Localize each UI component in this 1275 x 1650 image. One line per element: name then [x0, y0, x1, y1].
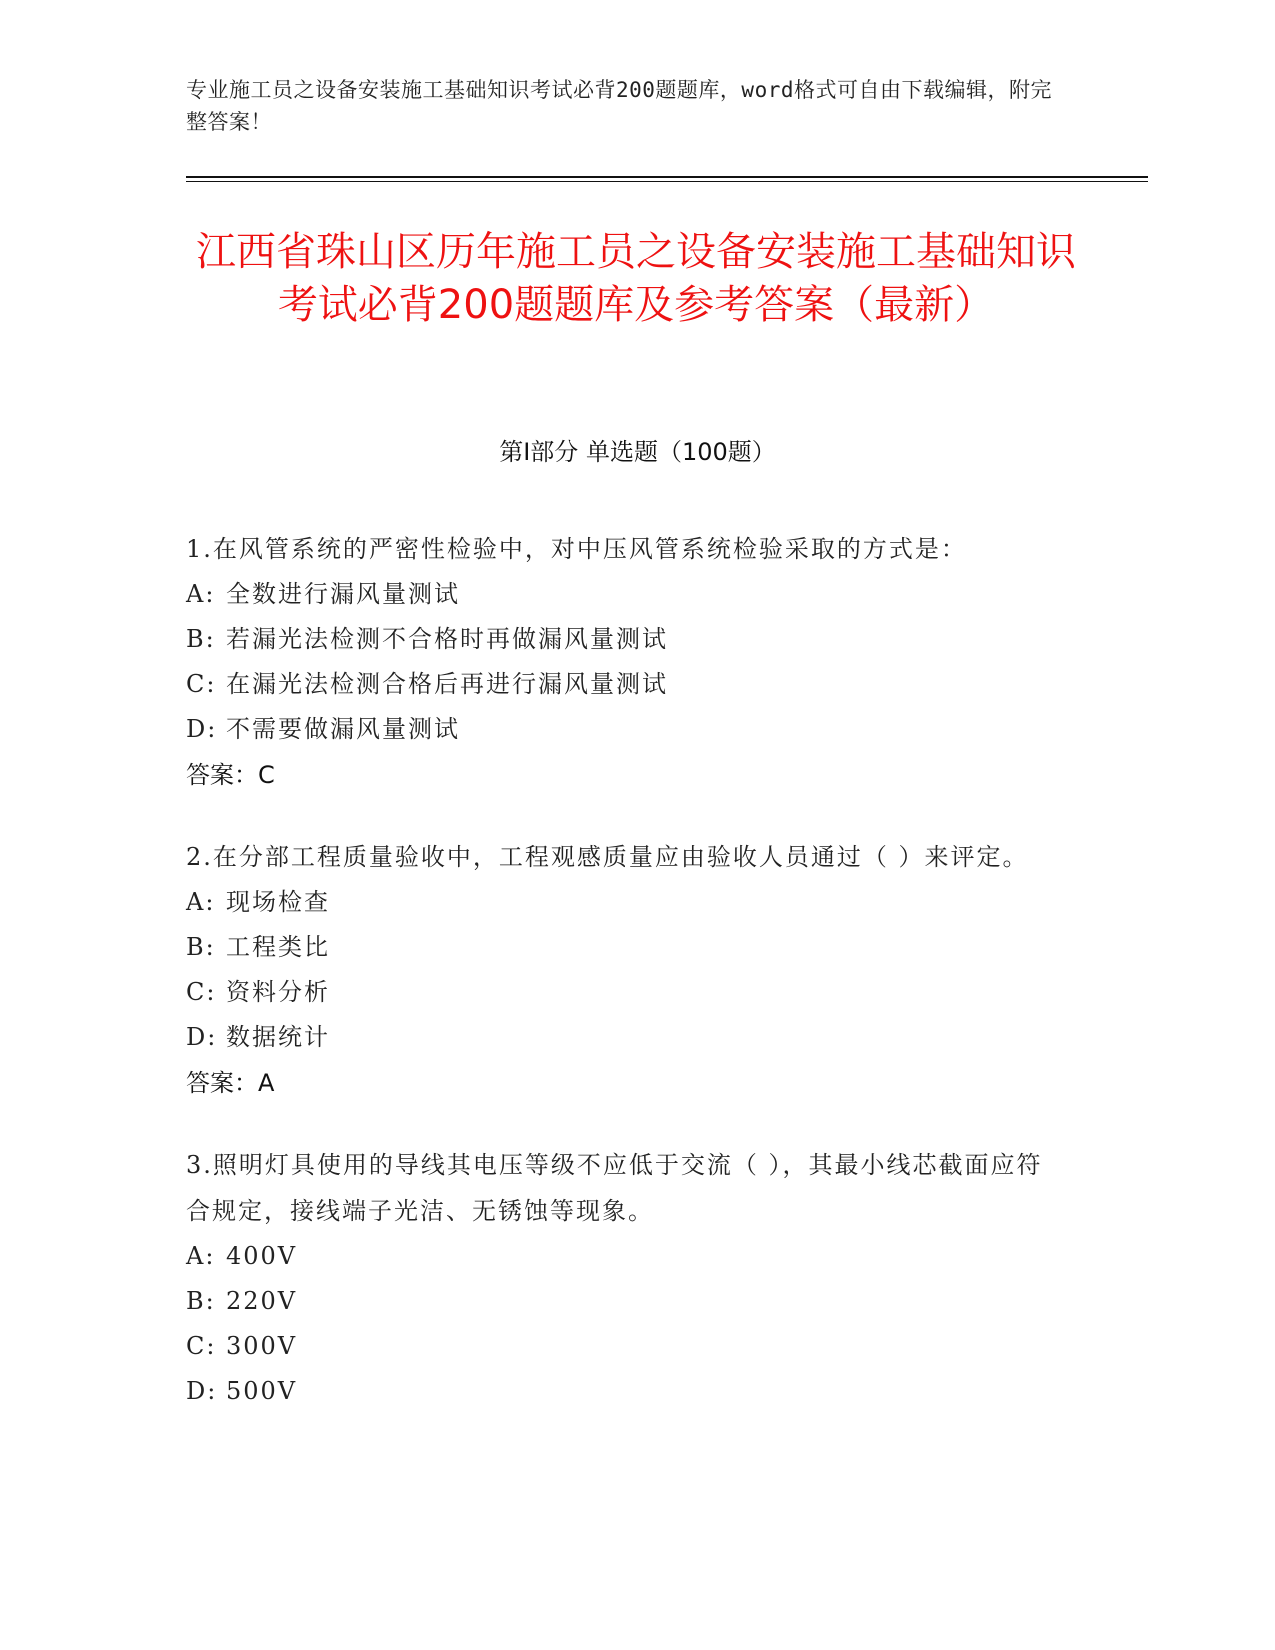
section-title: 第Ⅰ部分 单选题（100题） [499, 438, 776, 466]
option-letter: C: [186, 1332, 217, 1360]
option-a [186, 572, 1066, 617]
option-text: 在漏光法检测合格后再进行漏风量测试 [226, 670, 668, 698]
option-text: 若漏光法检测不合格时再做漏风量测试 [226, 625, 668, 653]
option-letter: D: [186, 1377, 218, 1405]
option-c [186, 1324, 1066, 1369]
question-2 [186, 834, 1066, 1106]
option-text: 300V [226, 1332, 298, 1360]
option-text: 220V [226, 1287, 298, 1315]
option-a [186, 1234, 1066, 1279]
option-a [186, 880, 1066, 925]
option-text: 数据统计 [226, 1023, 330, 1051]
option-b [186, 617, 1066, 662]
option-letter: D: [186, 1023, 218, 1051]
option-letter: B: [186, 625, 216, 653]
answer-line: 答案：C [186, 761, 275, 789]
option-text: 工程类比 [226, 933, 330, 961]
option-text: 不需要做漏风量测试 [226, 715, 460, 743]
option-b [186, 1279, 1066, 1324]
option-d [186, 707, 1066, 752]
option-letter: C: [186, 670, 217, 698]
question-3 [186, 1142, 1066, 1414]
option-letter: A: [186, 1242, 216, 1270]
option-letter: C: [186, 978, 217, 1006]
question-1 [186, 526, 1066, 798]
option-letter: B: [186, 1287, 216, 1315]
question-stem: 2.在分部工程质量验收中，工程观感质量应由验收人员通过（ ）来评定。 [186, 843, 1029, 871]
question-list [186, 526, 1066, 1450]
option-d [186, 1369, 1066, 1414]
option-text: 400V [226, 1242, 298, 1270]
option-b [186, 925, 1066, 970]
option-letter: A: [186, 888, 216, 916]
header-rule-thick [186, 176, 1148, 178]
answer-line: 答案：A [186, 1069, 275, 1097]
option-text: 资料分析 [226, 978, 330, 1006]
option-letter: A: [186, 580, 216, 608]
option-c [186, 662, 1066, 707]
question-stem: 1.在风管系统的严密性检验中，对中压风管系统检验采取的方式是： [186, 535, 967, 563]
option-text: 全数进行漏风量测试 [226, 580, 460, 608]
option-letter: B: [186, 933, 216, 961]
option-letter: D: [186, 715, 218, 743]
question-stem: 3.照明灯具使用的导线其电压等级不应低于交流（ ），其最小线芯截面应符合规定，接线端子光洁、无锈蚀等现象。 [186, 1151, 1043, 1225]
option-text: 500V [226, 1377, 298, 1405]
option-text: 现场检查 [226, 888, 330, 916]
header-rule-thin [186, 181, 1148, 182]
option-c [186, 970, 1066, 1015]
document-title: 江西省珠山区历年施工员之设备安装施工基础知识考试必背200题题库及参考答案（最新） [196, 229, 1076, 328]
header-note: 专业施工员之设备安装施工基础知识考试必背200题题库，word格式可自由下载编辑，附完整答案！ [186, 78, 1052, 134]
option-d [186, 1015, 1066, 1060]
